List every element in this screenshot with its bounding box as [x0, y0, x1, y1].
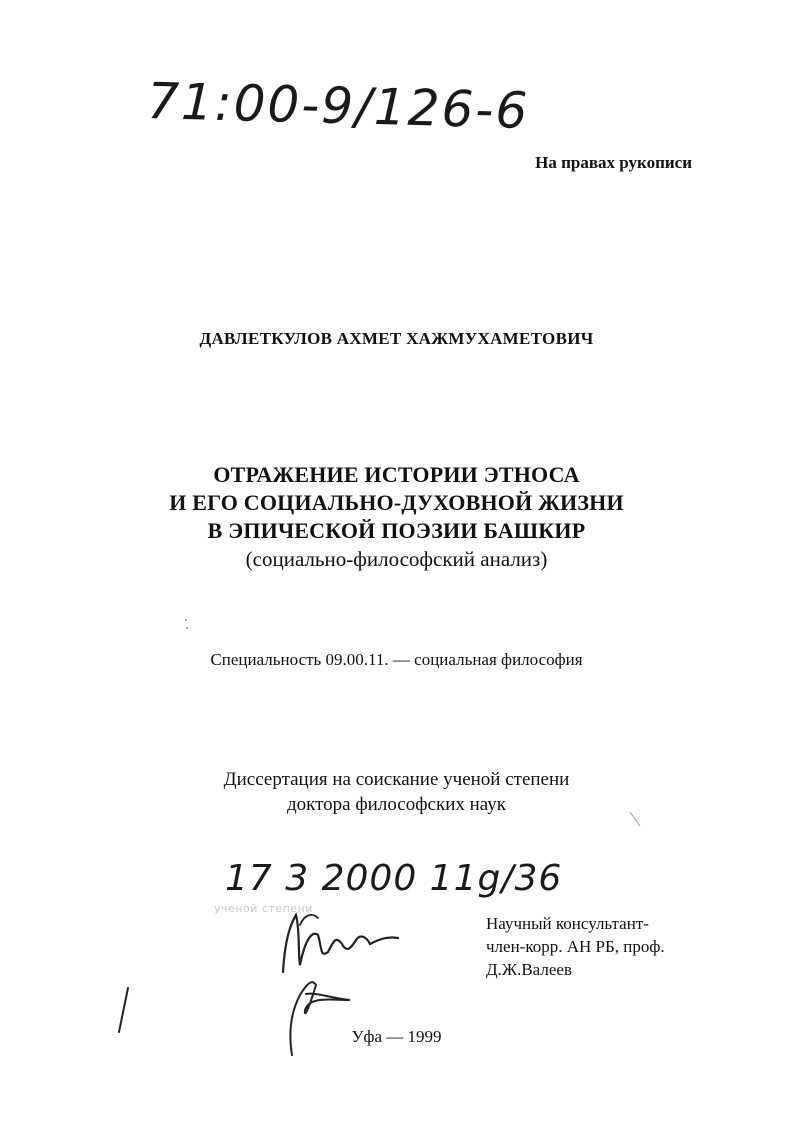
manuscript-rights-label: На правах рукописи	[535, 153, 692, 172]
margin-stroke	[119, 988, 128, 1032]
degree-line-1: Диссертация на соискание ученой степени	[223, 769, 570, 790]
consultant-line-3: Д.Ж.Валеев	[486, 960, 572, 979]
city-year: Уфа — 1999	[351, 1027, 442, 1046]
degree-line-2: доктора философских наук	[286, 794, 506, 815]
consultant-line-2: член-корр. АН РБ, проф.	[486, 937, 665, 956]
title-line-1: ОТРАЖЕНИЕ ИСТОРИИ ЭТНОСА	[213, 462, 580, 487]
title-subtitle: (социально-философский анализ)	[245, 547, 548, 571]
degree-statement	[0, 767, 793, 817]
consultant-line-1: Научный консультант-	[486, 914, 649, 933]
title-line-3: В ЭПИЧЕСКОЙ ПОЭЗИИ БАШКИР	[207, 518, 586, 543]
specialty-line: Специальность 09.00.11. — социальная философия	[210, 650, 583, 669]
handwritten-signature-1	[283, 915, 398, 972]
author-name: ДАВЛЕТКУЛОВ АХМЕТ ХАЖМУХАМЕТОВИЧ	[199, 329, 594, 348]
handwritten-registration: 17 3 2000 11g/36	[225, 858, 563, 899]
dissertation-title	[0, 461, 793, 573]
faded-stamp-text: ученой степени	[214, 902, 313, 915]
scientific-consultant	[486, 912, 665, 981]
handwritten-archive-number: 71:00-9/126-6	[146, 72, 530, 140]
title-line-2: И ЕГО СОЦИАЛЬНО-ДУХОВНОЙ ЖИЗНИ	[169, 490, 624, 515]
